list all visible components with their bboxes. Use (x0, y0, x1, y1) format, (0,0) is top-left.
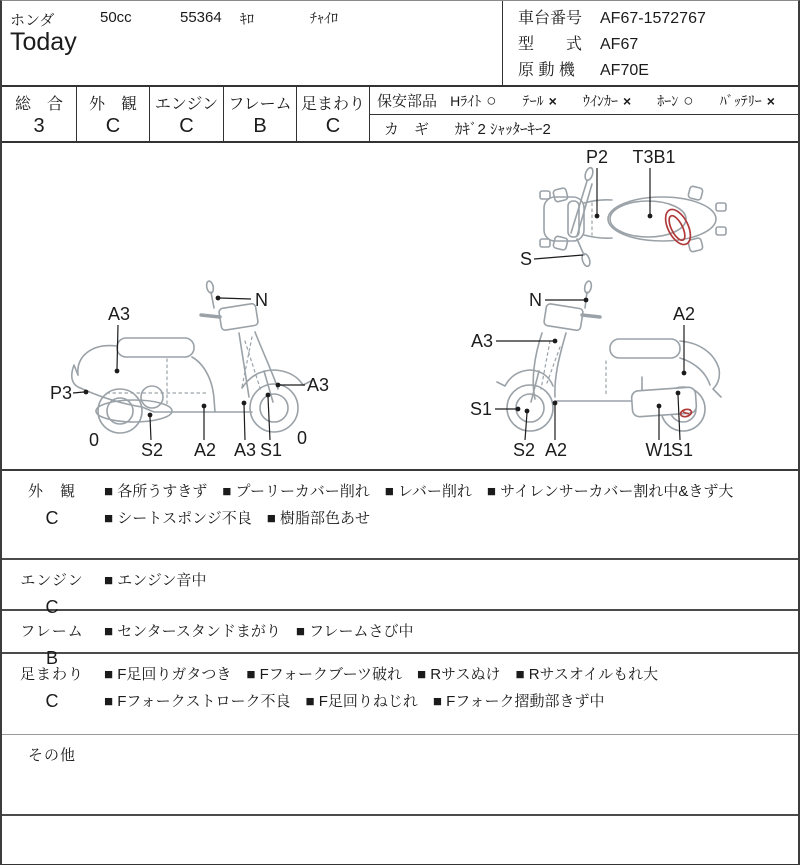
defect-note: ■ Rサスぬけ (417, 666, 501, 683)
safety-item (583, 91, 631, 111)
damage-diagram-svg (2, 143, 798, 469)
defect-note: ■ F足回りガタつき (104, 666, 232, 683)
safety-item-name: ﾃｰﾙ (522, 92, 544, 109)
grade-engine (150, 87, 224, 141)
model-code-value: AF67 (600, 36, 639, 53)
defect-note: ■ Rサスオイルもれ大 (515, 666, 659, 683)
maker-name: ホンダ (10, 12, 55, 29)
safety-item-status: × (548, 92, 557, 109)
scooter-right-view (470, 280, 721, 460)
grade-engine-label: エンジン (154, 96, 219, 113)
bottom-empty-row (2, 814, 798, 864)
diagram-label-zero-rear: 0 (88, 430, 100, 450)
grade-undercarriage-label: 足まわり (300, 96, 365, 113)
safety-item-name: Hﾗｲﾄ (450, 92, 482, 109)
key-value: ｶｷﾞ2 ｼｬｯﾀｰｷｰ2 (455, 120, 551, 138)
header (2, 1, 798, 85)
safety-item-status: ○ (683, 91, 694, 111)
defect-note: ■ センタースタンドまがり (104, 623, 281, 640)
body-color: ﾁｬｲﾛ (310, 10, 338, 26)
defect-note: ■ 樹脂部色あせ (266, 510, 370, 527)
section-exterior (2, 471, 798, 558)
section-engine-notes (102, 560, 798, 609)
safety-item-status: × (622, 92, 632, 109)
grade-overall (2, 87, 77, 141)
header-codes (518, 6, 706, 84)
mileage-value: 55364 (180, 9, 222, 26)
scooter-top-view (520, 147, 726, 269)
key-row (370, 115, 798, 141)
grade-table (2, 85, 798, 143)
diagram-label-a3-body: A3 (107, 304, 131, 324)
diagram-label-s1-rear: S1 (670, 440, 694, 460)
diagram-label-s: S (520, 249, 533, 269)
safety-item (657, 91, 693, 111)
scooter-left-view (50, 280, 329, 460)
diagram-label-t3b1: T3B1 (632, 147, 676, 167)
diagram-label-zero-front: 0 (296, 428, 308, 448)
safety-item-name: ﾎｰﾝ (657, 92, 679, 109)
defect-note: ■ 各所うすきず (104, 483, 208, 500)
chassis-number-value: AF67-1572767 (600, 10, 706, 27)
diagram-label-s2-right: S2 (512, 440, 536, 460)
safety-items (437, 91, 788, 111)
diagram-label-s1-front: S1 (469, 399, 492, 419)
section-exterior-notes (102, 471, 798, 558)
section-frame-grade: B (45, 648, 58, 668)
safety-item (450, 91, 496, 111)
diagram-label-p2: P2 (585, 147, 609, 167)
diagram-label-a3-cowl: A3 (233, 440, 257, 460)
safety-parts-cell (370, 87, 798, 141)
diagram-label-n-right: N (529, 290, 542, 310)
defect-note: ■ Fフォークストローク不良 (104, 693, 291, 710)
engine-code-label: 原 動 機 (518, 62, 575, 79)
section-engine-grade: C (45, 597, 59, 617)
grade-frame (224, 87, 297, 141)
grade-exterior (77, 87, 150, 141)
defect-note: ■ Fフォーク摺動部きず中 (432, 693, 605, 710)
section-engine (2, 558, 798, 617)
section-frame-notes (102, 611, 798, 652)
diagram-label-s1-left: S1 (259, 440, 283, 460)
grade-frame-label: フレーム (228, 96, 292, 113)
damage-diagram (2, 143, 798, 471)
chassis-number-label: 車台番号 (518, 10, 583, 27)
safety-item-name: ｳｲﾝｶｰ (582, 92, 618, 109)
section-undercarriage-grade: C (45, 691, 59, 711)
safety-item (720, 91, 775, 111)
chassis-number-row (518, 6, 706, 32)
engine-code-value: AF70E (600, 62, 649, 79)
diagram-label-n-left: N (255, 290, 268, 310)
grade-undercarriage-value: C (325, 115, 341, 137)
header-divider (502, 1, 503, 85)
section-exterior-label: 外 観 (27, 483, 76, 500)
defect-note: ■ プーリーカバー削れ (222, 483, 370, 500)
diagram-label-p3: P3 (49, 383, 72, 403)
safety-item-status: ○ (486, 91, 497, 111)
mileage-unit: ｷﾛ (240, 11, 254, 27)
defect-note: ■ レバー削れ (384, 483, 472, 500)
section-exterior-grade: C (45, 508, 59, 528)
section-undercarriage-label: 足まわり (19, 666, 84, 683)
defect-note: ■ サイレンサーカバー割れ中&きず大 (486, 483, 734, 500)
safety-item-status: × (766, 92, 775, 109)
section-frame (2, 609, 798, 668)
diagram-label-a2-body: A2 (672, 304, 696, 324)
model-name: Today (10, 28, 77, 56)
model-code-label: 型 式 (518, 36, 583, 53)
defect-note: ■ フレームさび中 (295, 623, 414, 640)
grade-overall-value: 3 (33, 115, 45, 137)
section-other-notes (102, 735, 798, 814)
diagram-label-a3-shield: A3 (470, 331, 493, 351)
defect-note: ■ シートスポンジ不良 (104, 510, 252, 527)
diagram-label-a2-left: A2 (193, 440, 217, 460)
defect-note: ■ エンジン音中 (104, 572, 207, 589)
diagram-label-s2-left: S2 (140, 440, 164, 460)
diagram-label-a3-fender: A3 (307, 375, 330, 395)
engine-code-row (518, 58, 706, 84)
section-engine-label: エンジン (20, 572, 84, 589)
safety-item (523, 91, 557, 111)
grade-undercarriage (297, 87, 370, 141)
displacement: 50cc (100, 9, 132, 26)
section-other-label: その他 (27, 747, 76, 764)
section-frame-label: フレーム (20, 623, 84, 640)
grade-exterior-value: C (105, 115, 121, 137)
section-other (2, 734, 798, 814)
defect-note: ■ F足回りねじれ (305, 693, 418, 710)
grade-engine-value: C (179, 115, 194, 137)
safety-item-name: ﾊﾞｯﾃﾘｰ (719, 92, 762, 109)
damage-mark-seat (660, 206, 695, 249)
grade-overall-label: 総 合 (14, 96, 63, 113)
section-undercarriage-notes (102, 654, 798, 734)
grade-frame-value: B (253, 115, 267, 137)
safety-parts-label: 保安部品 (377, 93, 438, 111)
grade-exterior-label: 外 観 (88, 96, 137, 113)
model-code-row (518, 32, 706, 58)
diagram-label-a2-floor: A2 (544, 440, 568, 460)
key-label: カ ギ (384, 120, 430, 138)
defect-note: ■ Fフォークブーツ破れ (246, 666, 402, 683)
diagram-label-w1: W1 (645, 440, 673, 460)
safety-parts-row (370, 87, 798, 115)
section-undercarriage (2, 652, 798, 734)
